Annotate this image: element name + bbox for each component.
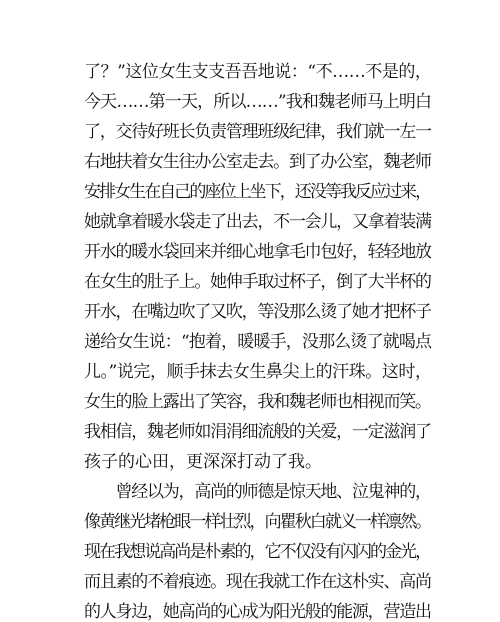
- text-line-3: 了，交待好班长负责管理班级纪律，我们就一左一: [84, 122, 431, 142]
- text-line-12: 女生的脸上露出了笑容，我和魏老师也相视而笑。: [84, 392, 431, 412]
- text-line-6: 她就拿着暖水袋走了出去，不一会儿，又拿着装满: [84, 212, 431, 232]
- text-line-1: 了？”这位女生支支吾吾地说：“不……不是的，: [84, 62, 432, 82]
- text-line-15: 曾经以为，高尚的师德是惊天地、泣鬼神的，: [84, 482, 431, 502]
- text-line-9: 开水，在嘴边吹了又吹，等没那么烫了她才把杯子: [84, 302, 431, 322]
- text-line-17: 现在我想说高尚是朴素的，它不仅没有闪闪的金光，: [84, 542, 431, 562]
- text-line-8: 在女生的肚子上。她伸手取过杯子，倒了大半杯的: [84, 272, 431, 292]
- text-line-2: 今天……第一天，所以……”我和魏老师马上明白: [84, 92, 432, 112]
- text-line-18: 而且素的不着痕迹。现在我就工作在这朴实、高尚: [84, 572, 431, 592]
- text-line-5: 安排女生在自己的座位上坐下，还没等我反应过来，: [84, 182, 431, 202]
- text-line-19: 的人身边，她高尚的心成为阳光般的能源，营造出: [84, 602, 431, 622]
- text-line-4: 右地扶着女生往办公室走去。到了办公室，魏老师: [84, 152, 431, 172]
- text-line-13: 我相信，魏老师如涓涓细流般的关爱，一定滋润了: [84, 422, 431, 442]
- text-line-11: 儿。”说完，顺手抹去女生鼻尖上的汗珠。这时，: [84, 362, 432, 382]
- text-line-10: 递给女生说：“抱着，暖暖手，没那么烫了就喝点: [84, 332, 432, 352]
- text-line-14: 孩子的心田，更深深打动了我。: [84, 452, 322, 472]
- text-line-16: 像黄继光堵枪眼一样壮烈，向瞿秋白就义一样凛然。: [84, 512, 431, 532]
- text-line-7: 开水的暖水袋回来并细心地拿毛巾包好，轻轻地放: [84, 242, 431, 262]
